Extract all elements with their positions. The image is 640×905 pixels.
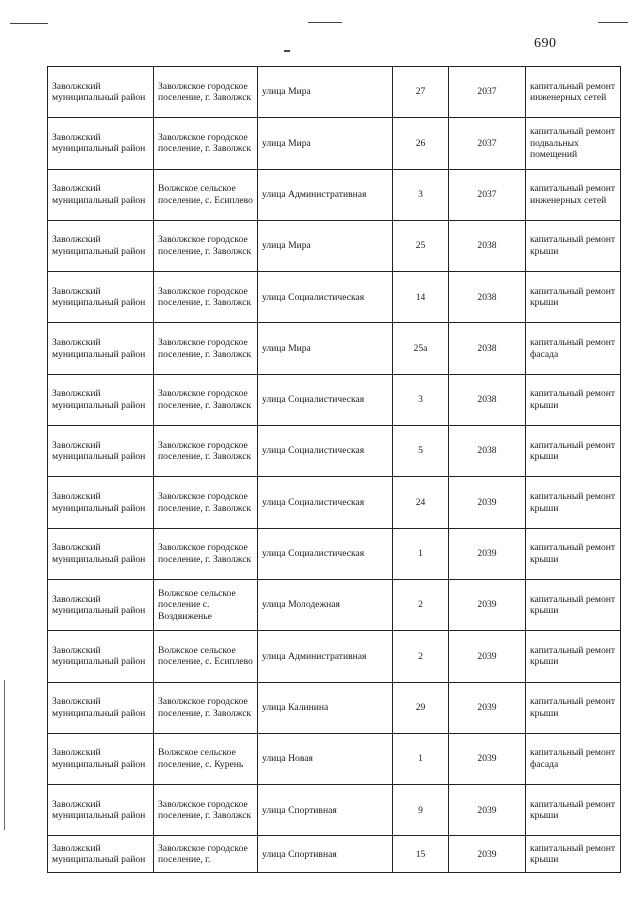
district-cell: Заволжский муниципальный район [48, 169, 154, 220]
year-cell: 2037 [449, 169, 526, 220]
year-cell: 2038 [449, 426, 526, 477]
table-row [48, 67, 621, 118]
district-cell: Заволжский муниципальный район [48, 426, 154, 477]
work-type-cell: капитальный ремонт крыши [526, 220, 621, 271]
settlement-cell: Заволжское городское поселение, г. Заволжск [154, 67, 258, 118]
table-row [48, 118, 621, 169]
settlement-cell: Заволжское городское поселение, г. Заволжск [154, 477, 258, 528]
scan-mark-dash [284, 50, 290, 52]
table-row [48, 169, 621, 220]
page-number: 690 [534, 36, 557, 51]
district-cell: Заволжский муниципальный район [48, 67, 154, 118]
house-number-cell: 26 [393, 118, 449, 169]
table-row [48, 374, 621, 425]
house-number-cell: 5 [393, 426, 449, 477]
repair-schedule-table [47, 66, 621, 873]
house-number-cell: 25 [393, 220, 449, 271]
district-cell: Заволжский муниципальный район [48, 323, 154, 374]
work-type-cell: капитальный ремонт фасада [526, 733, 621, 784]
street-cell: улица Спортивная [258, 785, 393, 836]
street-cell: улица Социалистическая [258, 426, 393, 477]
table-row [48, 785, 621, 836]
house-number-cell: 9 [393, 785, 449, 836]
table-row [48, 836, 621, 873]
year-cell: 2039 [449, 682, 526, 733]
work-type-cell: капитальный ремонт инженерных сетей [526, 67, 621, 118]
table-row [48, 426, 621, 477]
year-cell: 2039 [449, 477, 526, 528]
year-cell: 2039 [449, 836, 526, 873]
house-number-cell: 2 [393, 631, 449, 682]
district-cell: Заволжский муниципальный район [48, 682, 154, 733]
house-number-cell: 15 [393, 836, 449, 873]
table-row [48, 220, 621, 271]
district-cell: Заволжский муниципальный район [48, 118, 154, 169]
street-cell: улица Социалистическая [258, 477, 393, 528]
year-cell: 2038 [449, 374, 526, 425]
house-number-cell: 3 [393, 374, 449, 425]
street-cell: улица Мира [258, 67, 393, 118]
settlement-cell: Заволжское городское поселение, г. Заволжск [154, 374, 258, 425]
work-type-cell: капитальный ремонт инженерных сетей [526, 169, 621, 220]
year-cell: 2039 [449, 528, 526, 579]
district-cell: Заволжский муниципальный район [48, 272, 154, 323]
street-cell: улица Социалистическая [258, 528, 393, 579]
work-type-cell: капитальный ремонт подвальных помещений [526, 118, 621, 169]
street-cell: улица Мира [258, 323, 393, 374]
house-number-cell: 1 [393, 528, 449, 579]
house-number-cell: 29 [393, 682, 449, 733]
year-cell: 2037 [449, 118, 526, 169]
settlement-cell: Волжское сельское поселение, с. Курень [154, 733, 258, 784]
table-row [48, 579, 621, 630]
settlement-cell: Заволжское городское поселение, г. Заволжск [154, 682, 258, 733]
year-cell: 2039 [449, 733, 526, 784]
settlement-cell: Заволжское городское поселение, г. Заволжск [154, 272, 258, 323]
table-body [48, 67, 621, 873]
year-cell: 2037 [449, 67, 526, 118]
settlement-cell: Волжское сельское поселение, с. Есиплево [154, 631, 258, 682]
street-cell: улица Калинина [258, 682, 393, 733]
street-cell: улица Административная [258, 169, 393, 220]
settlement-cell: Заволжское городское поселение, г. Заволжск [154, 118, 258, 169]
district-cell: Заволжский муниципальный район [48, 785, 154, 836]
district-cell: Заволжский муниципальный район [48, 733, 154, 784]
work-type-cell: капитальный ремонт крыши [526, 579, 621, 630]
house-number-cell: 24 [393, 477, 449, 528]
street-cell: улица Социалистическая [258, 272, 393, 323]
street-cell: улица Мира [258, 220, 393, 271]
district-cell: Заволжский муниципальный район [48, 374, 154, 425]
street-cell: улица Административная [258, 631, 393, 682]
settlement-cell: Волжское сельское поселение, с. Есиплево [154, 169, 258, 220]
scan-mark-top-center [308, 22, 342, 23]
year-cell: 2038 [449, 220, 526, 271]
street-cell: улица Молодежная [258, 579, 393, 630]
house-number-cell: 25а [393, 323, 449, 374]
work-type-cell: капитальный ремонт фасада [526, 323, 621, 374]
work-type-cell: капитальный ремонт крыши [526, 682, 621, 733]
settlement-cell: Заволжское городское поселение, г. Заволжск [154, 323, 258, 374]
house-number-cell: 14 [393, 272, 449, 323]
year-cell: 2038 [449, 323, 526, 374]
street-cell: улица Новая [258, 733, 393, 784]
street-cell: улица Мира [258, 118, 393, 169]
table-row [48, 631, 621, 682]
settlement-cell: Заволжское городское поселение, г. Заволжск [154, 426, 258, 477]
work-type-cell: капитальный ремонт крыши [526, 272, 621, 323]
house-number-cell: 3 [393, 169, 449, 220]
district-cell: Заволжский муниципальный район [48, 477, 154, 528]
table-row [48, 682, 621, 733]
year-cell: 2039 [449, 785, 526, 836]
work-type-cell: капитальный ремонт крыши [526, 528, 621, 579]
work-type-cell: капитальный ремонт крыши [526, 374, 621, 425]
table-row [48, 477, 621, 528]
house-number-cell: 27 [393, 67, 449, 118]
table-row [48, 323, 621, 374]
house-number-cell: 2 [393, 579, 449, 630]
settlement-cell: Заволжское городское поселение, г. Заволжск [154, 220, 258, 271]
settlement-cell: Заволжское городское поселение, г. [154, 836, 258, 873]
work-type-cell: капитальный ремонт крыши [526, 426, 621, 477]
district-cell: Заволжский муниципальный район [48, 579, 154, 630]
work-type-cell: капитальный ремонт крыши [526, 631, 621, 682]
table-row [48, 272, 621, 323]
district-cell: Заволжский муниципальный район [48, 631, 154, 682]
scan-mark-left-edge [4, 680, 5, 830]
table-row [48, 733, 621, 784]
district-cell: Заволжский муниципальный район [48, 528, 154, 579]
work-type-cell: капитальный ремонт крыши [526, 836, 621, 873]
house-number-cell: 1 [393, 733, 449, 784]
district-cell: Заволжский муниципальный район [48, 220, 154, 271]
year-cell: 2038 [449, 272, 526, 323]
year-cell: 2039 [449, 631, 526, 682]
year-cell: 2039 [449, 579, 526, 630]
district-cell: Заволжский муниципальный район [48, 836, 154, 873]
table-row [48, 528, 621, 579]
settlement-cell: Заволжское городское поселение, г. Заволжск [154, 528, 258, 579]
scan-mark-top-right [598, 22, 628, 23]
work-type-cell: капитальный ремонт крыши [526, 785, 621, 836]
street-cell: улица Социалистическая [258, 374, 393, 425]
scan-mark-top-left [10, 23, 48, 24]
settlement-cell: Заволжское городское поселение, г. Заволжск [154, 785, 258, 836]
street-cell: улица Спортивная [258, 836, 393, 873]
work-type-cell: капитальный ремонт крыши [526, 477, 621, 528]
settlement-cell: Волжское сельское поселение с. Воздвиженье [154, 579, 258, 630]
